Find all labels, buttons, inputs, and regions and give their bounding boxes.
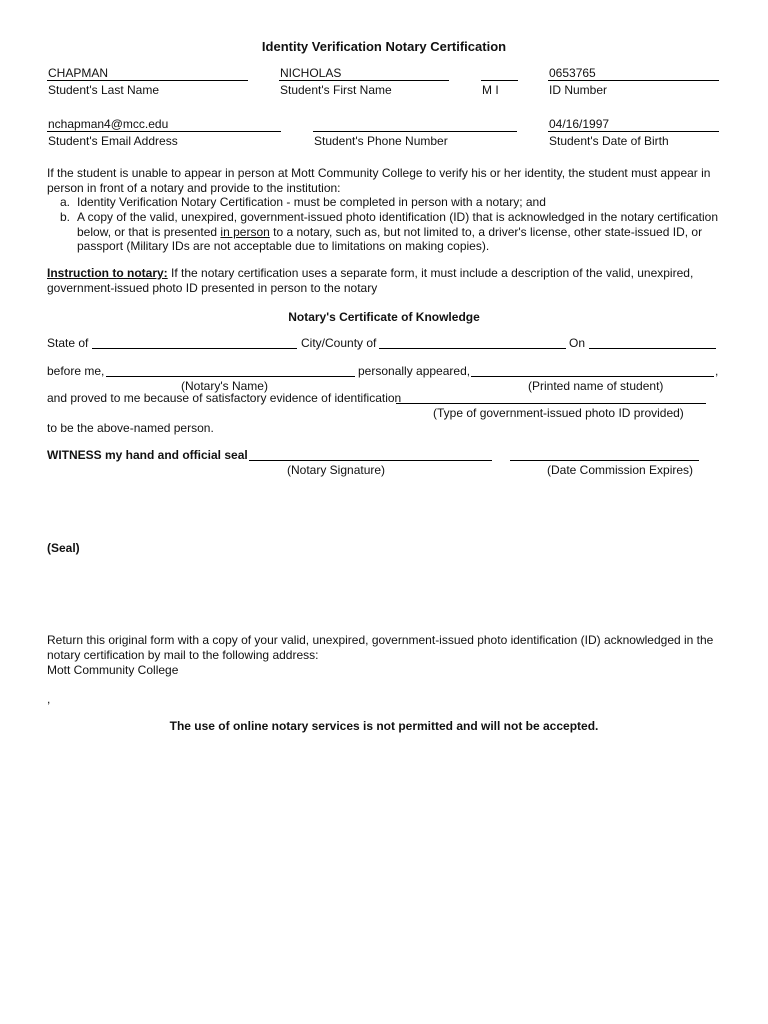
email-value[interactable]: nchapman4@mcc.edu	[48, 117, 169, 131]
email-label: Student's Email Address	[48, 134, 178, 148]
item-b-pre: A copy of the valid, unexpired, government-issued photo identification (ID) that is acknowledged in the notary certification below, or that is presented	[77, 210, 719, 239]
notary-name-caption: (Notary's Name)	[181, 379, 268, 393]
last-name-line	[47, 80, 248, 81]
item-b-post: to a notary, such as, but not limited to, a driver's license, other state-issued ID, or passport (Military IDs are not acceptable due to limitations on making copies).	[77, 224, 703, 254]
item-a-marker: a.	[60, 195, 71, 209]
instruction-text: If the notary certification uses a separate form, it must include a description of the valid, unexpired, government-issued photo ID presented in person to the notary	[47, 266, 694, 295]
email-line	[47, 131, 281, 132]
id-type-field[interactable]	[396, 403, 706, 404]
mi-line	[481, 80, 518, 81]
item-b-underlined: in person	[220, 224, 270, 239]
before-me-label: before me,	[47, 364, 105, 378]
id-number-label: ID Number	[549, 83, 608, 97]
commission-expires-field[interactable]	[510, 460, 699, 461]
notary-signature-field[interactable]	[249, 460, 492, 461]
seal-label: (Seal)	[47, 541, 80, 555]
commission-caption: (Date Commission Expires)	[547, 463, 694, 477]
proved-label: and proved to me because of satisfactory evidence of identification	[47, 391, 402, 405]
notary-name-field[interactable]	[106, 376, 355, 377]
online-notary-notice: The use of online notary services is not permitted and will not be accepted.	[169, 719, 599, 733]
last-name-label: Student's Last Name	[48, 83, 160, 97]
item-b-marker: b.	[60, 210, 71, 224]
instruction-heading: Instruction to notary:	[47, 266, 168, 280]
instruction-paragraph	[47, 266, 725, 295]
item-b-text	[77, 210, 724, 254]
on-label: On	[569, 336, 586, 350]
first-name-line	[279, 80, 449, 81]
phone-line	[313, 131, 517, 132]
return-paragraph: Return this original form with a copy of your valid, unexpired, government-issued photo identification (ID) acknowledged in the notary certification by mail to the following address:	[47, 633, 714, 662]
printed-name-caption: (Printed name of student)	[528, 379, 664, 393]
address-line-1: Mott Community College	[47, 663, 179, 677]
intro-paragraph: If the student is unable to appear in person at Mott Community College to verify his or her identity, the student must appear in person in front of a notary and provide to the institution:	[47, 166, 711, 195]
state-label: State of	[47, 336, 89, 350]
on-date-field[interactable]	[589, 348, 716, 349]
trailing-comma: ,	[715, 364, 719, 378]
above-named-text: to be the above-named person.	[47, 421, 214, 435]
item-a-text: Identity Verification Notary Certification - must be completed in person with a notary; and	[77, 195, 546, 209]
id-type-caption: (Type of government-issued photo ID provided)	[433, 406, 684, 420]
certificate-heading: Notary's Certificate of Knowledge	[288, 310, 480, 324]
state-field[interactable]	[92, 348, 297, 349]
mi-label: M I	[482, 83, 499, 97]
dob-value[interactable]: 04/16/1997	[549, 117, 610, 131]
student-printed-name-field[interactable]	[471, 376, 714, 377]
first-name-value[interactable]: NICHOLAS	[280, 66, 342, 80]
phone-label: Student's Phone Number	[314, 134, 448, 148]
address-line-2: ,	[47, 692, 51, 706]
id-number-value[interactable]: 0653765	[549, 66, 596, 80]
id-number-line	[548, 80, 719, 81]
form-title: Identity Verification Notary Certification	[261, 39, 507, 54]
dob-label: Student's Date of Birth	[549, 134, 669, 148]
personally-appeared-label: personally appeared,	[358, 364, 471, 378]
last-name-value[interactable]: CHAPMAN	[48, 66, 109, 80]
first-name-label: Student's First Name	[280, 83, 392, 97]
signature-caption: (Notary Signature)	[287, 463, 386, 477]
city-county-field[interactable]	[379, 348, 566, 349]
witness-label: WITNESS my hand and official seal	[47, 448, 248, 462]
city-county-label: City/County of	[301, 336, 377, 350]
dob-line	[548, 131, 719, 132]
